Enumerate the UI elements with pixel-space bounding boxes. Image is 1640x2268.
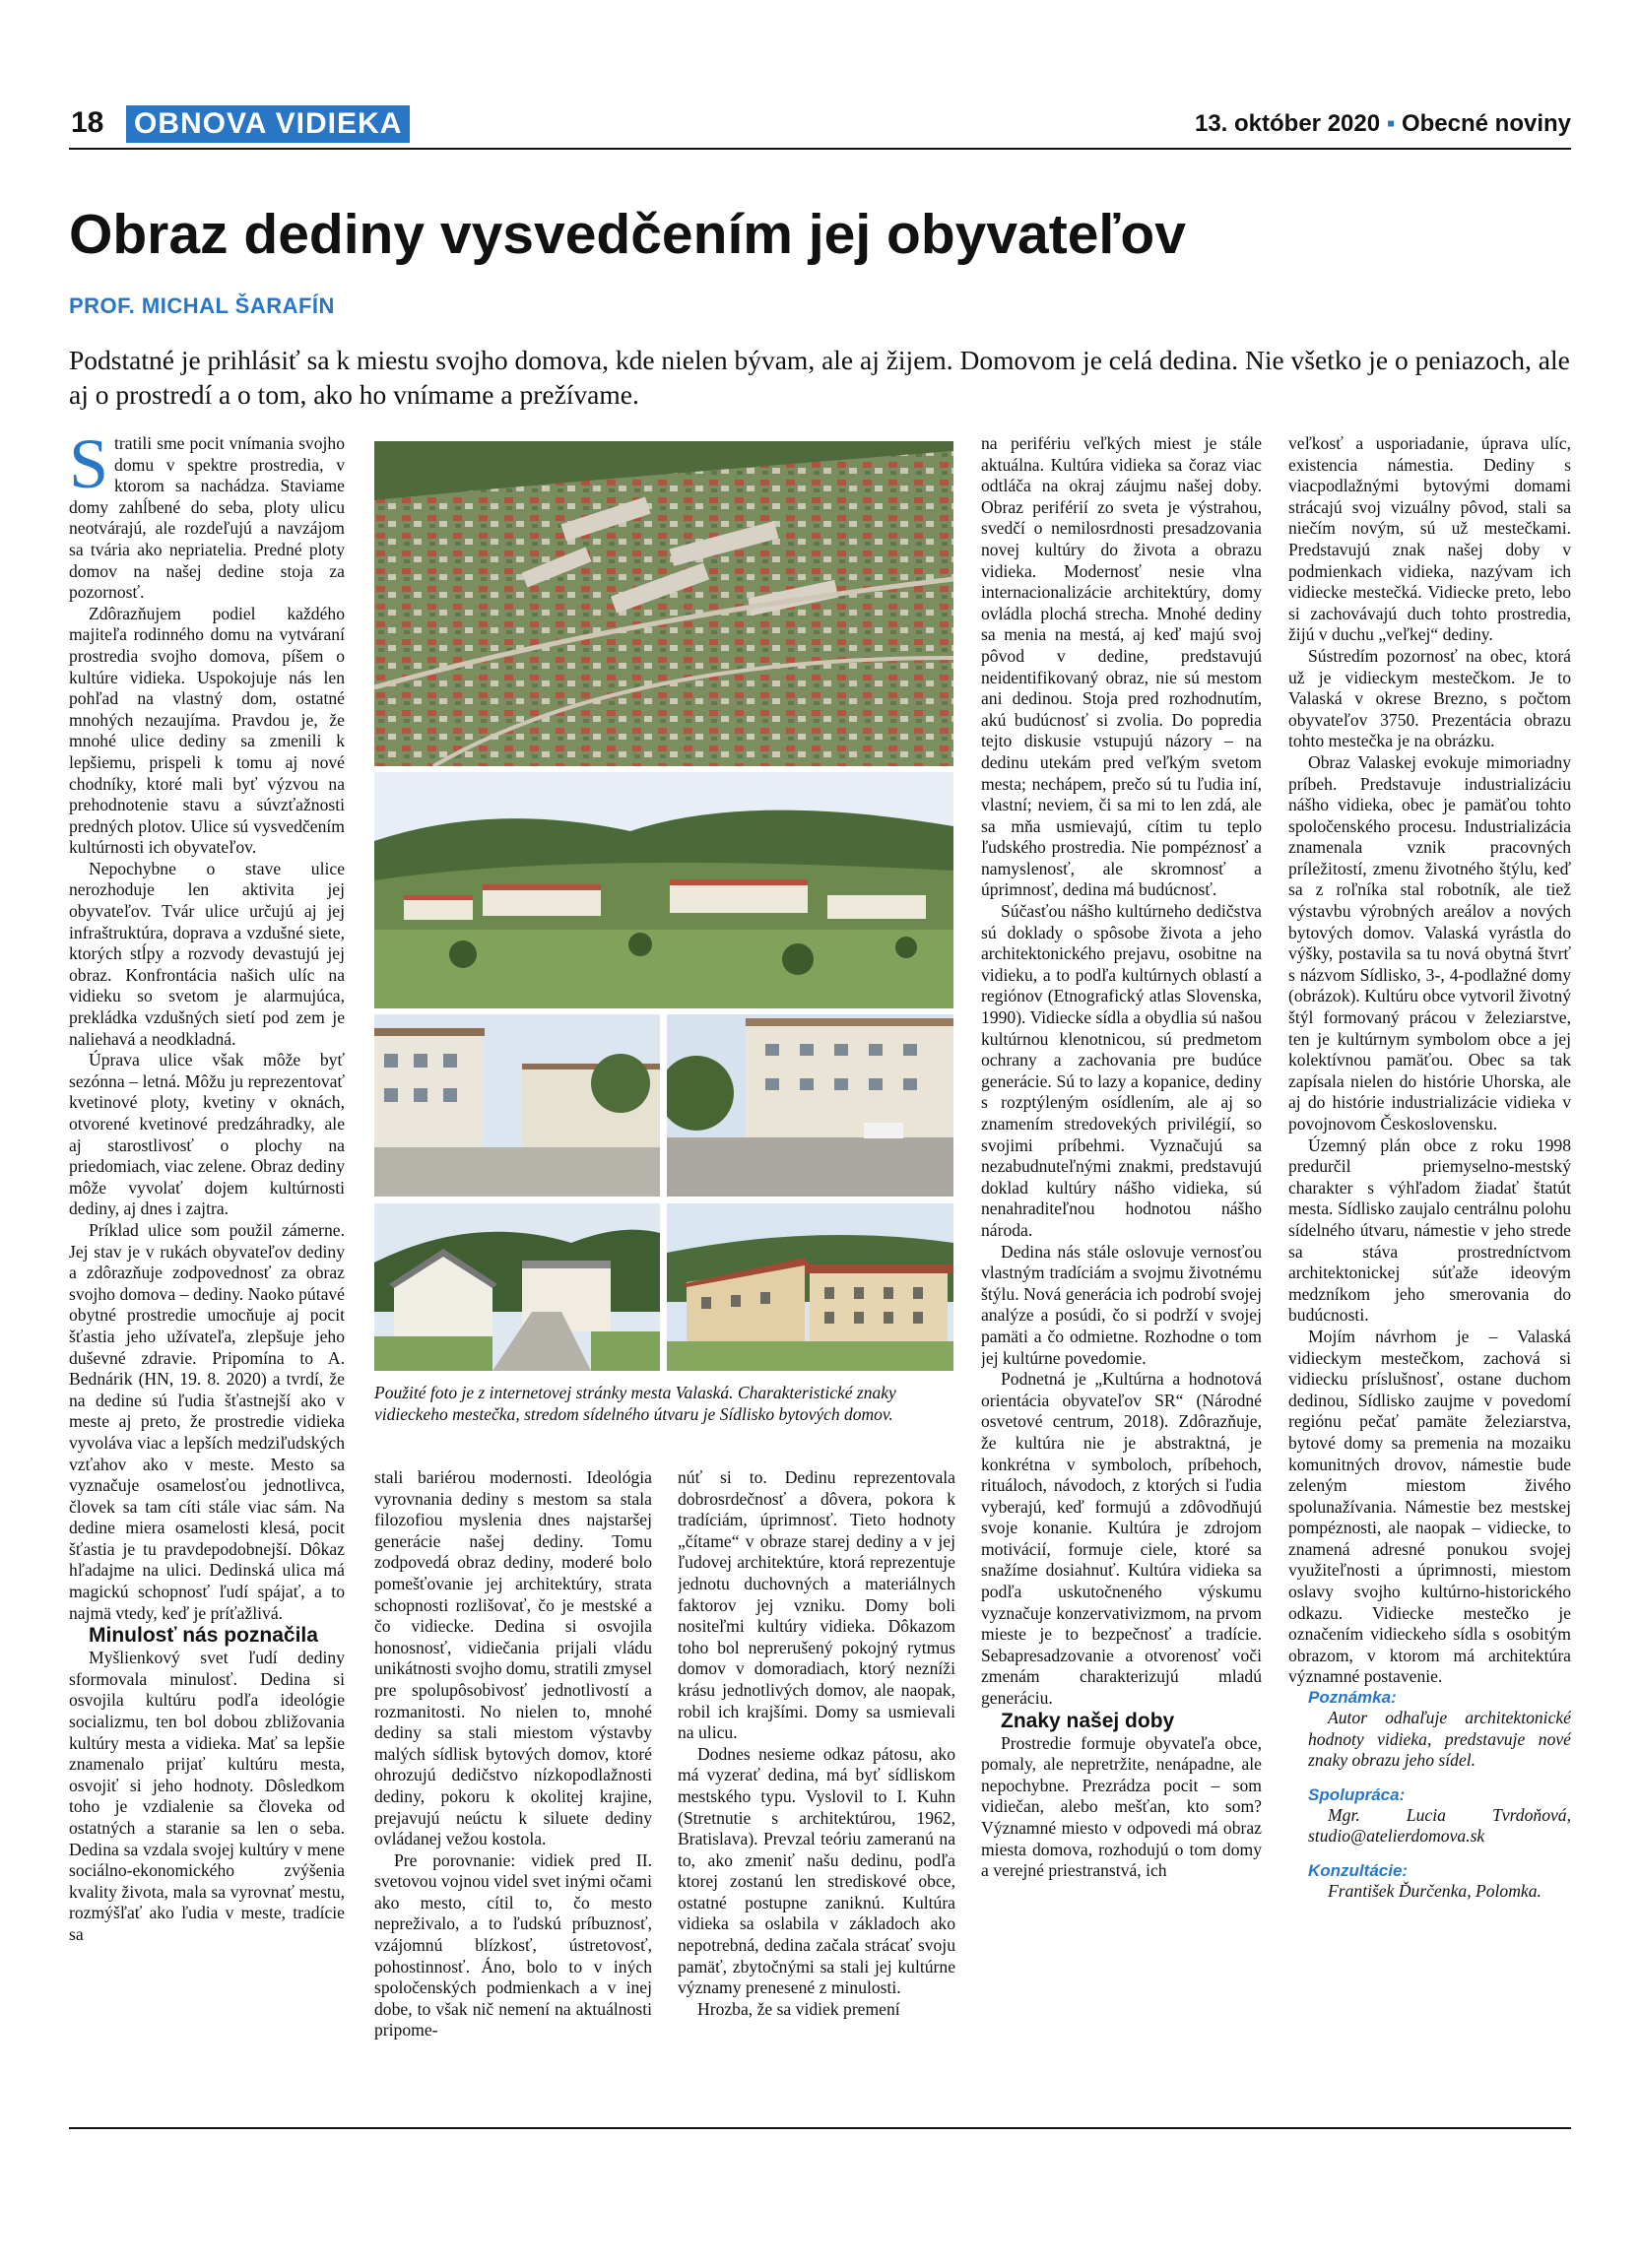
- paragraph: Myšlienkový svet ľudí dediny sformovala minulosť. Dedina si osvojila kultúru podľa ideológie socializmu, ten bol dobou zbližovania kultúry mesta a vidieka. Mať sa lepšie znamenalo prijať kultúru mesta, osvojiť si jeho hodnoty. Dôsledkom toho je vzdialenie sa človeka od ostatných a staranie sa len o seba. Dedina sa vzdala svojej kultúry v mene sociálno-ekonomického zvýšenia kvality života, mala sa vyrovnať mestu, rozmýšľať ako ľudia v meste, tradície sa: [69, 1648, 345, 1944]
- street-photo-3: [374, 1203, 660, 1371]
- paragraph: Sústredím pozornosť na obec, ktorá už je vidieckym mestečkom. Je to Valaská v okrese Brezno, s počtom obyvateľov 3750. Prezentácia obrazu tohto mestečka je na obrázku.: [1288, 645, 1571, 751]
- paragraph: Hrozba, že sa vidiek premení: [697, 1998, 900, 2019]
- article-title: Obraz dediny vysvedčením jej obyvateľov: [69, 203, 1186, 266]
- paragraph: Obraz Valaskej evokuje mimoriadny príbeh. Predstavuje industrializáciu nášho vidieka, obec je pamäťou tohto spoločenského procesu. Industrializácia znamenala vznik pracovných príležitostí, zmenu životného štýlu, keď sa z roľníka stal robotník, ale tiež výstavbu výrobných areálov a nových bytových domov. Valaská vyrástla do výšky, postavila sa tu nová obytná štvrť s názvom Sídlisko, 3-, 4-podlažné domy (obrázok). Kultúru obce vytvoril životný štýl formovaný prácou v železiarstve, ten je kultúrnym symbolom obce a jej kolektívnou pamäťou. Obec sa tak zapísala nielen do histórie Uhorska, ale aj do histórie industrializácie vidieka v povojnovom Československu.: [1288, 751, 1571, 1134]
- paragraph: Dodnes nesieme odkaz pátosu, ako má vyzerať dedina, má byť sídliskom mestského typu. Vyslovil to I. Kuhn (Stretnutie s architektúrou, 1962, Bratislava). Prevzal teóriu zameranú na to, ako zmeniť našu dedinu, podľa ktorej zostanú len strediskové obce, ostatné postupne zaniknú. Kultúra vidieka sa oslabila v základoch ako nepotrebná, dedina začala strácať svoju pamäť, zbytočnými sa stali jej kultúrne významy prenesené z minulosti.: [678, 1743, 955, 1998]
- paragraph: Úprava ulice však môže byť sezónna – letná. Môžu ju reprezentovať kvetinové ploty, kvetiny v oknách, otvorené kvetinové predzáhradky, ale aj starostlivosť o plochy na priedomiach, viac zelene. Obraz dediny môže vyvolať dojem kultúrnosti dediny, aj dnes i zajtra.: [69, 1050, 345, 1219]
- article-author: PROF. MICHAL ŠARAFÍN: [69, 293, 335, 318]
- paragraph: Nepochybne o stave ulice nerozhoduje len aktivita jej obyvateľov. Tvár ulice určujú aj jej infraštruktúra, doprava a vzdušné siete, ktorých stĺpy a rozvody devastujú jej obraz. Konfrontácia našich ulíc na vidieku so svetom je alarmujúca, prekládka vzdušných sietí pod zem je naliehavá a neodkladná.: [69, 858, 345, 1049]
- aerial-photo-image: [374, 441, 953, 766]
- paragraph: na perifériu veľkých miest je stále aktuálna. Kultúra vidieka sa čoraz viac odtláča na okraj záujmu našej doby. Obraz periférií zo sveta je výstrahou, svedčí o nemilosrdnosti presadzovania novej kultúry do života a obrazu vidieka. Modernosť nesie vlna internacionalizácie architektúry, domy ovládla plochá strecha. Mnohé dediny sa menia na mestá, aj keď majú svoj pôvod v dedine, predstavujú neidentifikovaný obraz, nie sú mestom ani dedinou. Stoja pred rozhodnutím, akú budúcnosť si zvolia. Do popredia tejto diskusie vstupujú názory – na dedinu utekám pred veľkým svetom mesta; nechápem, prečo sú tu ľudia iní, vlastní; neviem, či sa mi to len zdá, ale sa mňa usmievajú, cítim tu teplo ľudského prostredia. Nie pompéznosť a namyslenosť, ale skromnosť a úprimnosť, dedina má budúcnosť.: [981, 433, 1262, 900]
- paragraph: Územný plán obce z roku 1998 predurčil priemyselno-mestský charakter s výhľadom žiadať štatút mesta. Sídlisko zaujalo centrálnu polohu sídelného útvaru, námestie v jeho strede sa stáva prostredníctvom architektonickej súťaže ideovým medzníkom jeho smerovania do budúcnosti.: [1288, 1134, 1571, 1326]
- street-photo-1: [374, 1014, 660, 1197]
- cooperation-label: Spolupráca:: [1308, 1784, 1406, 1804]
- valaska-panorama-photo: [374, 772, 953, 1008]
- subheading: Znaky našej doby: [1001, 1709, 1175, 1732]
- column-5: [1288, 433, 1571, 2098]
- photo-caption: Použité foto je z internetovej stránky mesta Valaská. Charakteristické znaky vidieckeho mestečka, stredom sídelného útvaru je Sídlisko bytových domov.: [374, 1383, 896, 1424]
- consultation-text: František Ďurčenka, Polomka.: [1328, 1881, 1542, 1901]
- apartment-block-photo-image: [667, 1203, 953, 1371]
- paragraph: Príklad ulice som použil zámerne. Jej stav je v rukách obyvateľov dediny a zdôrazňuje zodpovednosť za obraz svojho domova – dediny. Naoko pútavé obytné prostredie umocňuje aj pocit šťastia jeho užívateľa, zlepšuje jeho duševné zdravie. Pripomína to A. Bednárik (HN, 19. 8. 2020) a tvrdí, že na dedine sú ľudia šťastnejší ako v meste aj preto, že prostredie vidieka vyvoláva viac a lepších medziľudských vzťahov ako v meste. Mesto sa vyznačuje osamelosťou jednotlivca, človek sa tam cíti stále viac sám. Na dedine miera osamelosti klesá, pocit šťastia je tu pravdepodobnejší. Dôkaz hľadajme na ulici. Dedinská ulica má magickú schopnosť ľudí spájať, a to najmä vtedy, keď je príťažlivá.: [69, 1219, 345, 1623]
- note-label: Poznámka:: [1308, 1688, 1397, 1708]
- street-photo-2-image: [667, 1014, 953, 1197]
- paragraph: veľkosť a usporiadanie, úprava ulíc, existencia námestia. Dediny s viacpodlažnými bytovými domami strácajú svoj vizuálny pôvod, stali sa niečím novým, sú už mestečkami. Predstavujú znak našej doby v podmienkach vidieka, nazývam ich vidiecke mestečká. Vidiecke preto, lebo si zachovávajú duch tohto prostredia, žijú v duchu „veľkej“ dediny.: [1288, 433, 1571, 645]
- subheading: Minulosť nás poznačila: [89, 1624, 318, 1648]
- paragraph: Pre porovnanie: vidiek pred II. svetovou vojnou videl svet inými očami ako mesto, cítil to, čo mesto nepreživalo, a to ľudskú príbuznosť, vzájomnú blízkosť, ústretovosť, pohostinnosť. Áno, bolo to v iných spoločenských podmienkach a v inej dobe, to však nič nemení na aktuálnosti pripome-: [374, 1849, 652, 2041]
- article-lead: Podstatné je prihlásiť sa k miestu svojho domova, kde nielen bývam, ale aj žijem. Domovom je celá dedina. Nie všetko je o peniazoch, ale aj o prostredí a o tom, ako ho vnímame a prežívame.: [69, 345, 1570, 410]
- issue-info: [1195, 110, 1571, 138]
- paragraph: Prostredie formuje obyvateľa obce, pomaly, ale nepretržite, nenápadne, ale nepochybne. Prezrádza pocit – som vidiečan, alebo mešťan, kto som? Významné miesto v odpovedi má obraz miesta domova, rozhodujú o tom domy a verejné priestranstvá, ich: [981, 1732, 1262, 1881]
- section-banner: OBNOVA VIDIEKA: [126, 105, 410, 143]
- column-3: [678, 1467, 955, 2083]
- page-number: 18: [71, 106, 104, 139]
- street-photo-3-image: [374, 1203, 660, 1371]
- header-rule: [69, 148, 1571, 150]
- paragraph: Mojím návrhom je – Valaská vidieckym mestečkom, zachová si vidiecku príslušnosť, ostane duchom dedinou, Sídlisko zaujme v povedomí regiónu pečať pamäte železiarstva, bytové domy sa premenia na mozaiku komunitných drovov, námestie bude zeleným miestom živého spolunažívania. Námestie bez mestskej pompéznosti, ale naopak – vidiecke, to znamená adresné ponukou svojej využiteľnosti a úprimnosti, miestom oslavy svojho kultúrno-historického odkazu. Vidiecke mestečko je označením vidieckeho sídla s osobitým obrazom, v ktorom má architektúra významné postavenie.: [1288, 1326, 1571, 1687]
- panorama-photo-image: [374, 772, 953, 1008]
- paragraph: núť si to. Dedinu reprezentovala dobrosrdečnosť a dôvera, pokora k tradíciám, úprimnosť. Tieto hodnoty „čítame“ v obraze starej dediny a v jej ľudovej architektúre, ktorá reprezentuje jednotu duchovných a materiálnych faktorov jej vzniku. Domy boli nositeľmi kultúry vidieka. Dôkazom toho bol neprerušený pokojný rytmus domov v domoradiach, ktorý nezníži krásu jednotlivých domov, ale naopak, robil ich krajšími. Domy sa usmievali na ulicu.: [678, 1467, 955, 1743]
- publication-name: Obecné noviny: [1401, 110, 1571, 137]
- apartment-block-photo: [667, 1203, 953, 1371]
- column-4: [981, 433, 1262, 2093]
- paragraph: Stratili sme pocit vnímania svojho domu v spektre prostredia, v ktorom sa nachádza. Staviame domy zahĺbené do seba, ploty ulicu neotvárajú, ale rozdeľujú a navzájom sa tvária ako nepriatelia. Predné ploty domov na našej dedine stoja za pozornosť.: [69, 433, 345, 603]
- note-text: Autor odhaľuje architektonické hodnoty vidieka, predstavuje nové znaky obrazu jeho sídel.: [1308, 1708, 1571, 1771]
- paragraph: Súčasťou nášho kultúrneho dedičstva sú doklady o spôsobe života a jeho architektonického prejavu, osobitne na vidieku, a to podľa kultúrnych oblastí a regiónov (Etnografický atlas Slovenska, 1990). Vidiecke sídla a obydlia sú našou kultúrnou klenotnicou, sú predmetom ochrany a zachovania pre budúce generácie. Sú to lazy a kopanice, dediny s rozptýleným osídlením, ale aj so znamením stredovekých privilégií, so svojimi príbehmi. Vyznačujú sa nezabudnuteľnými znakmi, predstavujú doklad kultúry nášho vidieka, sú nenahraditeľnou hodnotou nášho národa.: [981, 901, 1262, 1240]
- column-1: [69, 433, 345, 2093]
- paragraph: stali bariérou modernosti. Ideológia vyrovnania dediny s mestom sa stala filozofiou myslenia dnes najstaršej generácie našej dediny. Tomu zodpovedá obraz dediny, moderé bolo pomešťovanie jej architektúry, strata schopnosti rozlišovať, čo je mestské a čo vidiecke. Dedina si osvojila honosnosť, vidiečania prijali vládu unikátnosti svojho domu, stratili zmysel pre spolupôsobivosť jednotlivostí a rozmanitosti. No nielen to, mnohé dediny sa stali miestom výstavby malých sídlisk bytových domov, ktoré ohrozujú dedičstvo nízkopodlažnosti dediny, pokoru k okolitej krajine, prejavujú neúctu k siluete dediny ovládanej vežou kostola.: [374, 1467, 652, 1849]
- footer-rule: [69, 2127, 1571, 2129]
- issue-date: 13. október 2020: [1194, 110, 1381, 137]
- paragraph: Podnetná je „Kultúrna a hodnotová orientácia obyvateľov SR“ (Národné osvetové centrum, 2018). Zdôrazňuje, že kultúra nie je abstraktná, je konkrétna v symboloch, príbehoch, rituáloch, návodoch, z ktorých si ľudia vyberajú, keď formujú a zdôvodňujú svoje konanie. Kultúra je zdrojom motivácií, formuje ciele, ktoré sa snažíme dosiahnuť. Kultúra vidieka sa podľa uskutočneného výskumu vyznačuje konzervativizmom, na prvom mieste je to bezpečnosť a tradície. Sebapresadzovanie a otvorenosť voči zmenám charakterizujú mladú generáciu.: [981, 1369, 1262, 1709]
- aerial-village-photo: [374, 441, 953, 766]
- street-photo-2: [667, 1014, 953, 1197]
- cooperation-text: Mgr. Lucia Tvrdoňová, studio@atelierdomova.sk: [1308, 1804, 1571, 1847]
- street-photo-1-image: [374, 1014, 660, 1197]
- paragraph: Zdôrazňujem podiel každého majiteľa rodinného domu na vytváraní prostredia svojho domova, píšem o kultúre vidieka. Uspokojuje nás len pohľad na vlastný dom, ostatné mnohých nezaujíma. Pravdou je, že mnohé ulice dediny sa zmenili k lepšiemu, prispeli k tomu aj nové chodníky, ktoré mali byť výzvou na prehodnotenie stavu a súvzťažnosti predných plotov. Ulice sú vysvedčením kultúrnosti ich obyvateľov.: [69, 603, 345, 858]
- drop-cap: S: [69, 433, 109, 503]
- paragraph: Dedina nás stále oslovuje vernosťou vlastným tradíciám a svojmu životnému štýlu. Nová generácia ich podrobí svojej analýze a posúdi, čo si podrží v svojej pamäti a čo odmietne. Rozhodne o tom jej kultúrne povedomie.: [981, 1241, 1262, 1368]
- column-2: [374, 1467, 652, 2083]
- separator-dot: ▪: [1386, 110, 1396, 137]
- consultation-label: Konzultácie:: [1308, 1861, 1409, 1880]
